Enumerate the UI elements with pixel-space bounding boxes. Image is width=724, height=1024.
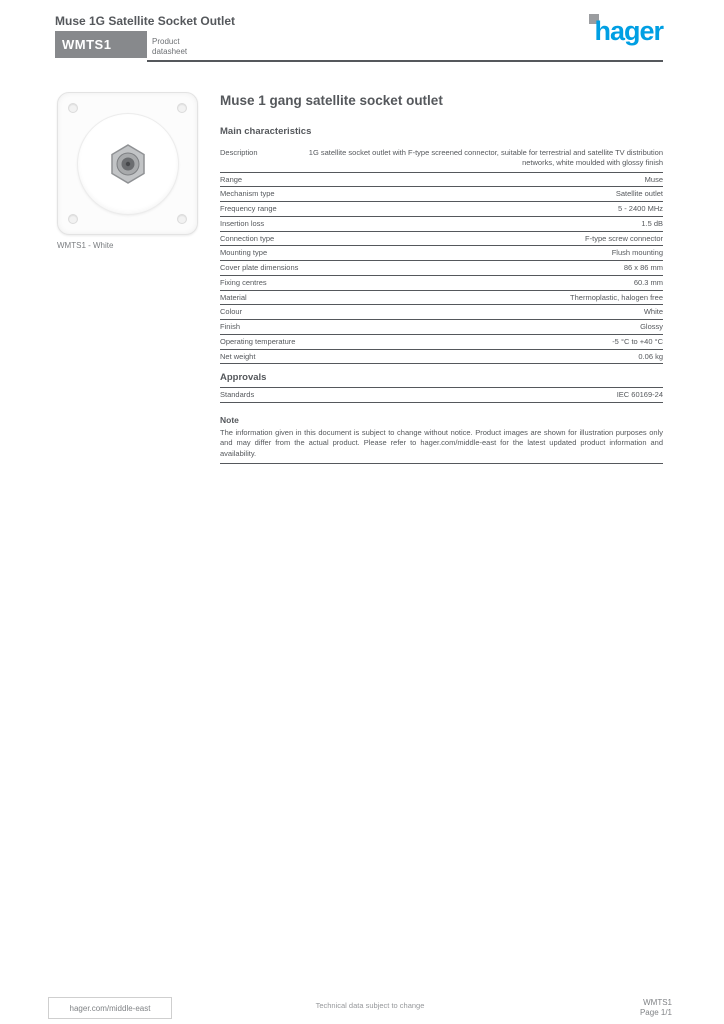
row-value: Satellite outlet bbox=[615, 189, 663, 199]
footer-link[interactable]: hager.com/middle-east bbox=[69, 1003, 151, 1013]
table-row bbox=[220, 388, 663, 403]
row-label: Frequency range bbox=[220, 204, 277, 213]
header-subtitle-line1: Product bbox=[152, 37, 180, 46]
table-row bbox=[220, 261, 663, 276]
table-row bbox=[220, 350, 663, 365]
product-title: Muse 1 gang satellite socket outlet bbox=[220, 93, 443, 108]
row-label: Mechanism type bbox=[220, 189, 275, 199]
row-value: 60.3 mm bbox=[633, 277, 663, 287]
table-row bbox=[220, 291, 663, 306]
row-value: 86 x 86 mm bbox=[623, 263, 663, 272]
hager-logo: hager bbox=[594, 16, 663, 46]
row-value: IEC 60169-24 bbox=[616, 390, 663, 400]
row-value: -5 °C to +40 °C bbox=[612, 336, 663, 346]
row-label: Colour bbox=[220, 307, 243, 317]
specification-table bbox=[220, 126, 663, 464]
row-label: Material bbox=[220, 292, 247, 302]
section-heading-main-characteristics: Main characteristics bbox=[220, 126, 312, 137]
product-image-caption: WMTS1 - White bbox=[57, 241, 114, 250]
row-value: 1.5 dB bbox=[641, 218, 663, 228]
row-value: 5 - 2400 MHz bbox=[617, 204, 663, 213]
row-value: Muse bbox=[644, 174, 663, 184]
page-header-title: Muse 1G Satellite Socket Outlet bbox=[55, 14, 236, 28]
footer-reference: WMTS1 bbox=[643, 998, 672, 1007]
row-label: Insertion loss bbox=[220, 218, 265, 228]
table-row bbox=[220, 335, 663, 350]
row-value: White bbox=[643, 307, 663, 317]
row-label: Operating temperature bbox=[220, 336, 296, 346]
header-subtitle-line2: datasheet bbox=[152, 47, 188, 57]
footer-page-number: Page 1/1 bbox=[639, 1008, 672, 1017]
table-row bbox=[220, 246, 663, 261]
screw-cap-icon bbox=[177, 103, 187, 113]
row-label: Range bbox=[220, 174, 243, 184]
row-label: Description bbox=[220, 148, 258, 157]
table-row bbox=[220, 320, 663, 335]
row-label: Mounting type bbox=[220, 248, 268, 258]
screw-cap-icon bbox=[68, 103, 78, 113]
table-row bbox=[220, 187, 663, 202]
header-divider bbox=[147, 60, 663, 62]
table-row bbox=[220, 173, 663, 188]
footer-center-line: Technical data subject to change bbox=[315, 1001, 425, 1010]
table-row bbox=[220, 232, 663, 247]
screw-cap-icon bbox=[177, 214, 187, 224]
row-label: Net weight bbox=[220, 351, 256, 361]
header-subtitle bbox=[152, 37, 242, 58]
table-row bbox=[220, 217, 663, 232]
row-value: Thermoplastic, halogen free bbox=[570, 292, 663, 302]
product-image bbox=[57, 92, 198, 235]
footer-link-box[interactable] bbox=[48, 997, 172, 1019]
socket-rosette bbox=[78, 114, 178, 214]
reference-badge: WMTS1 bbox=[55, 31, 147, 58]
row-label: Finish bbox=[220, 322, 241, 331]
row-value: F-type screw connector bbox=[585, 233, 663, 243]
row-value: Glossy bbox=[640, 322, 663, 331]
table-row bbox=[220, 305, 663, 320]
section-heading-approvals: Approvals bbox=[220, 372, 663, 388]
row-label: Connection type bbox=[220, 233, 275, 243]
row-value: 1G satellite socket outlet with F-type screened connector, suitable for terrestrial and satellite TV distribution networks, white moulded with glossy finish bbox=[308, 148, 663, 167]
row-label: Fixing centres bbox=[220, 277, 267, 287]
note-text: The information given in this document is subject to change without notice. Product images are shown for illustration purposes only and may differ from the actual product. Please refer to hager.com/middle-east for the latest updated product information and availability. bbox=[220, 428, 663, 464]
row-label: Standards bbox=[220, 390, 255, 400]
screw-cap-icon bbox=[68, 214, 78, 224]
row-value: Flush mounting bbox=[611, 248, 663, 258]
note-heading: Note bbox=[220, 415, 239, 425]
footer-center-text bbox=[300, 1001, 440, 1010]
table-row bbox=[220, 276, 663, 291]
f-connector-icon bbox=[106, 142, 150, 186]
footer-right-text bbox=[592, 998, 672, 1018]
row-label: Cover plate dimensions bbox=[220, 263, 299, 272]
table-row bbox=[220, 145, 663, 173]
note-block bbox=[220, 415, 663, 464]
table-row bbox=[220, 202, 663, 217]
row-value: 0.06 kg bbox=[638, 351, 663, 361]
